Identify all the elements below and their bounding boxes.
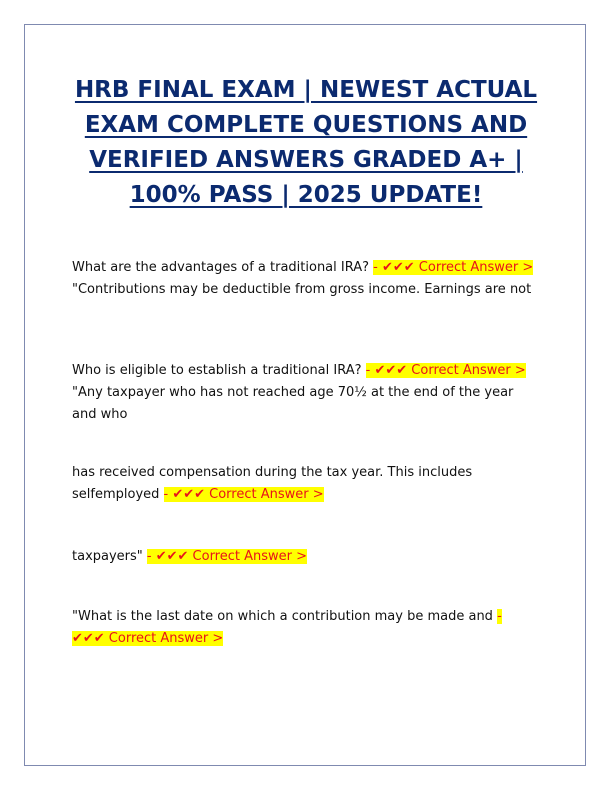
- question-text: "What is the last date on which a contribution may be made and: [72, 609, 498, 624]
- document-title: HRB FINAL EXAM | NEWEST ACTUAL EXAM COMPLETE QUESTIONS AND VERIFIED ANSWERS GRADED A+ | 100% PASS | 2025 UPDATE!: [74, 77, 538, 208]
- qa-block-5: [72, 606, 537, 650]
- question-text: has received compensation during the tax year. This includes selfemployed: [72, 465, 473, 502]
- correct-answer-marker: - ✔✔✔ Correct Answer >: [163, 487, 324, 502]
- qa-block-3: [72, 462, 537, 506]
- answer-text: "Contributions may be deductible from gross income. Earnings are not: [72, 282, 532, 297]
- qa-block-2: [72, 360, 537, 426]
- correct-answer-marker: - ✔✔✔ Correct Answer >: [373, 260, 534, 275]
- question-text: What are the advantages of a traditional IRA?: [72, 260, 374, 275]
- qa-block-4: [72, 546, 537, 568]
- correct-answer-marker: - ✔✔✔ Correct Answer >: [72, 609, 502, 646]
- correct-answer-marker: - ✔✔✔ Correct Answer >: [146, 549, 308, 564]
- qa-block-1: [72, 257, 537, 301]
- answer-text: "Any taxpayer who has not reached age 70½ at the end of the year and who: [72, 385, 514, 422]
- question-text: Who is eligible to establish a traditional IRA?: [72, 363, 366, 378]
- correct-answer-marker: - ✔✔✔ Correct Answer >: [365, 363, 526, 378]
- question-text: taxpayers": [72, 549, 147, 564]
- document-page: [24, 24, 586, 766]
